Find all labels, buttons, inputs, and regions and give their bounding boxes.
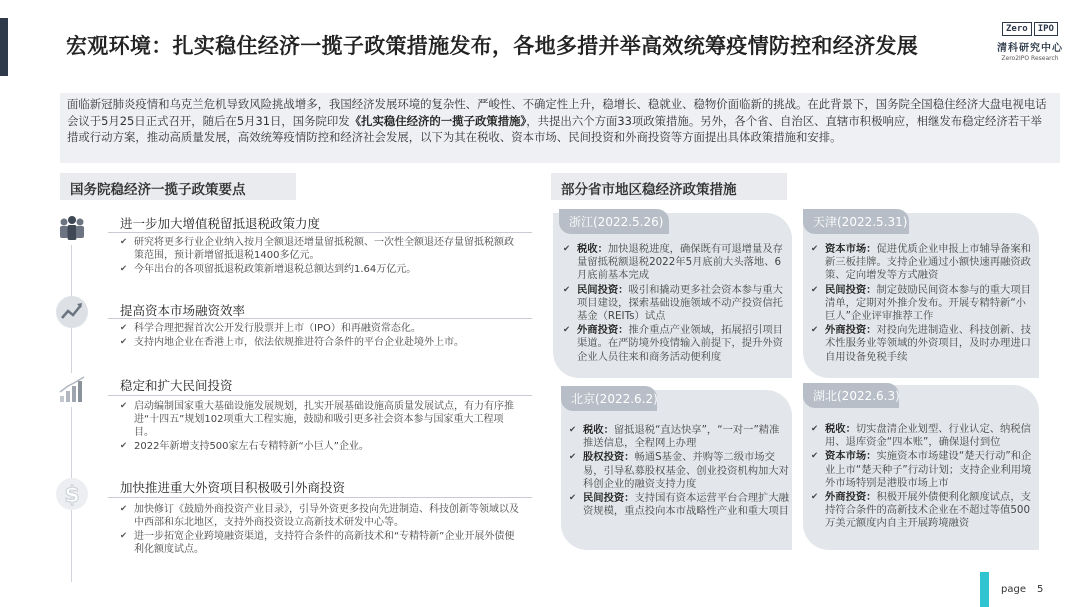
topic-private-bullets [120, 400, 522, 454]
list-item [811, 491, 1035, 531]
list-item [811, 324, 1035, 364]
item-label: 外商投资： [825, 324, 877, 337]
item-label: 税收： [583, 424, 614, 436]
card-zhejiang-tab: 浙江(2022.5.26) [559, 209, 669, 234]
item-text: 实施资本市场建设“楚天行动”和企业上市“楚天种子”行动计划；支持企业利用境外市场特别是港股市场上市 [825, 450, 1032, 489]
topic-capital-market: 提高资本市场融资效率 [120, 303, 246, 318]
right-section-title: 部分省市地区稳经济政策措施 [551, 173, 787, 200]
intro-paragraph [60, 93, 1060, 163]
list-item: ✔ 2022年新增支持500家左右专精特新“小巨人”企业。 [120, 440, 522, 453]
item-label: 税收： [825, 423, 856, 435]
logo-zero-text: Zero [1002, 22, 1032, 36]
svg-text:$: $ [64, 483, 80, 508]
item-text: 加快退税进度，确保既有可退增量及存量留抵税额退税2022年5月底前大头落地、6月底前基本完成 [577, 243, 783, 282]
topic-vat-refund: 进一步加大增值税留抵退税政策力度 [120, 216, 321, 231]
page-number: 5 [1037, 584, 1044, 595]
list-item [811, 243, 1035, 283]
list-item: ✔ 启动编制国家重大基础设施发展规划，扎实开展基础设施高质量发展试点，有力有序推进“十四五”规划102项重大工程实施，鼓励和吸引更多社会资本参与国家重大工程项目。 [120, 400, 522, 439]
list-item [569, 492, 789, 518]
list-item [569, 451, 789, 491]
zero2ipo-logo [997, 22, 1063, 66]
item-label: 民间投资： [825, 283, 877, 296]
list-item [563, 284, 787, 324]
logo-cn-text: 清科研究中心 [997, 43, 1063, 54]
card-hubei-items [811, 423, 1035, 532]
people-icon [54, 210, 90, 246]
card-tianjin [803, 213, 1039, 378]
item-label: 税收： [577, 243, 608, 255]
list-item [563, 324, 787, 364]
list-item [811, 450, 1035, 490]
card-tianjin-tab: 天津(2022.5.31) [803, 209, 909, 234]
title-accent-bar [0, 18, 8, 76]
bar-chart-icon [54, 372, 90, 408]
item-text: 促进优质企业申报上市辅导备案和新三板挂牌。支持企业通过小额快速再融资政策、定向增发等方式融资 [825, 243, 1031, 282]
page-title: 宏观环境：扎实稳住经济一揽子政策措施发布，各地多措并举高效统筹疫情防控和经济发展 [66, 34, 918, 58]
topic-foreign-bullets [120, 503, 522, 557]
topic-foreign-investment: 加快推进重大外资项目积极吸引外商投资 [120, 480, 346, 495]
item-text: 推介重点产业领域，拓展招引项目渠道。在严防境外疫情输入前提下，提升外资企业人员往来和商务活动便利度 [577, 324, 783, 363]
item-text: 支持国有资本运营平台合理扩大融资规模，重点投向本市战略性产业和重大项目 [583, 492, 789, 518]
dollar-icon [54, 476, 90, 512]
topic-divider [108, 395, 532, 396]
item-label: 民间投资： [583, 492, 635, 505]
item-label: 外商投资： [577, 324, 629, 337]
card-hubei-tab: 湖北(2022.6.3) [803, 383, 899, 408]
topic-private-investment: 稳定和扩大民间投资 [120, 378, 233, 393]
item-label: 民间投资： [577, 283, 629, 296]
list-item: ✔ 进一步拓宽企业跨境融资渠道，支持符合条件的高新技术和“专精特新”企业开展外债便利化额度试点。 [120, 530, 522, 556]
topic-vat-bullets [120, 236, 522, 277]
card-beijing [561, 390, 792, 550]
item-label: 资本市场： [825, 243, 877, 255]
card-beijing-items [569, 424, 789, 519]
item-label: 资本市场： [825, 450, 877, 463]
item-text: 留抵退税“直达快享”，“一对一”精准推送信息，全程网上办理 [583, 424, 780, 450]
item-text: 吸引和撬动更多社会资本参与重大项目建设，探索基础设施领域不动产投资信托基金（REITs）试点 [577, 283, 783, 323]
intro-policy-title: 《扎实稳住经济的一揽子政策措施》 [349, 113, 527, 128]
card-tianjin-items [811, 243, 1035, 365]
topic-divider [108, 318, 532, 319]
item-label: 股权投资： [583, 451, 635, 464]
list-item [563, 243, 787, 283]
item-text: 积极开展外债便利化额度试点，支持符合条件的高新技术企业在不超过等值500万美元额度内自主开展跨境融资 [825, 491, 1031, 530]
list-item: ✔ 支持内地企业在香港上市，依法依规推进符合条件的平台企业赴境外上市。 [120, 336, 522, 349]
item-text: 制定鼓励民间资本参与的重大项目清单，定期对外推介发布。开展专精特新“小巨人”企业评审推荐工作 [825, 283, 1031, 323]
card-beijing-tab: 北京(2022.6.2) [561, 386, 657, 411]
logo-ipo-text: IPO [1034, 22, 1058, 36]
item-label: 外商投资： [825, 491, 877, 504]
intro-text-pre: 面临新冠肺炎疫情和乌克兰危机导致风险挑战增多，我国经济发展环境的复杂性、严峻性、不确定性上升，稳增长、稳就业、稳物价面临新的挑战。在此背景下，国务院全国稳住经济大盘电视电话会议于5月25日正式召开，随后在5月31日，国务院印发 [67, 97, 1047, 128]
growth-chart-icon [54, 294, 90, 330]
left-section-title: 国务院稳经济一揽子政策要点 [60, 173, 296, 200]
card-zhejiang [553, 213, 792, 378]
item-text: 切实盘清企业划型、行业认定、纳税信用、退库资金“四本账”，确保退付到位 [825, 423, 1031, 449]
list-item: ✔ 科学合理把握首次公开发行股票并上市（IPO）和再融资常态化。 [120, 322, 522, 335]
intro-text-post: ，共提出六个方面33项政策措施。另外，各个省、自治区、直辖市积极响应，相继发布稳定经济若干举措或行动方案，推动高质量发展，高效统筹疫情防控和经济社会发展，以下为其在税收、资本市场、民间投资和外商投资等方面提出具体政策措施和安排。 [67, 113, 1042, 144]
item-text: 畅通S基金、并购等二级市场交易，引导私募股权基金、创业投资机构加大对科创企业的融资支持力度 [583, 451, 789, 490]
topic-divider [108, 232, 532, 233]
page-label: page [1001, 584, 1026, 595]
list-item [811, 423, 1035, 449]
footer-accent-bar [980, 572, 989, 607]
card-hubei [803, 385, 1039, 550]
logo-en-text: Zero2IPO Research [1001, 55, 1059, 62]
card-zhejiang-items [563, 243, 787, 365]
topic-divider [108, 497, 532, 498]
item-text: 对投向先进制造业、科技创新、技术性服务业等领域的外资项目，及时办理进口自用设备免税手续 [825, 324, 1031, 363]
list-item [811, 284, 1035, 324]
topic-capital-bullets [120, 322, 522, 350]
list-item: ✔ 加快修订《鼓励外商投资产业目录》，引导外资更多投向先进制造、科技创新等领域以及中西部和东北地区，支持外商投资设立高新技术研发中心等。 [120, 503, 522, 529]
list-item: ✔ 今年出台的各项留抵退税政策新增退税总额达到约1.64万亿元。 [120, 263, 522, 276]
list-item: ✔ 研究将更多行业企业纳入按月全额退还增量留抵税额、一次性全额退还存量留抵税额政策范围，预计新增留抵退税1400多亿元。 [120, 236, 522, 262]
list-item [569, 424, 789, 450]
